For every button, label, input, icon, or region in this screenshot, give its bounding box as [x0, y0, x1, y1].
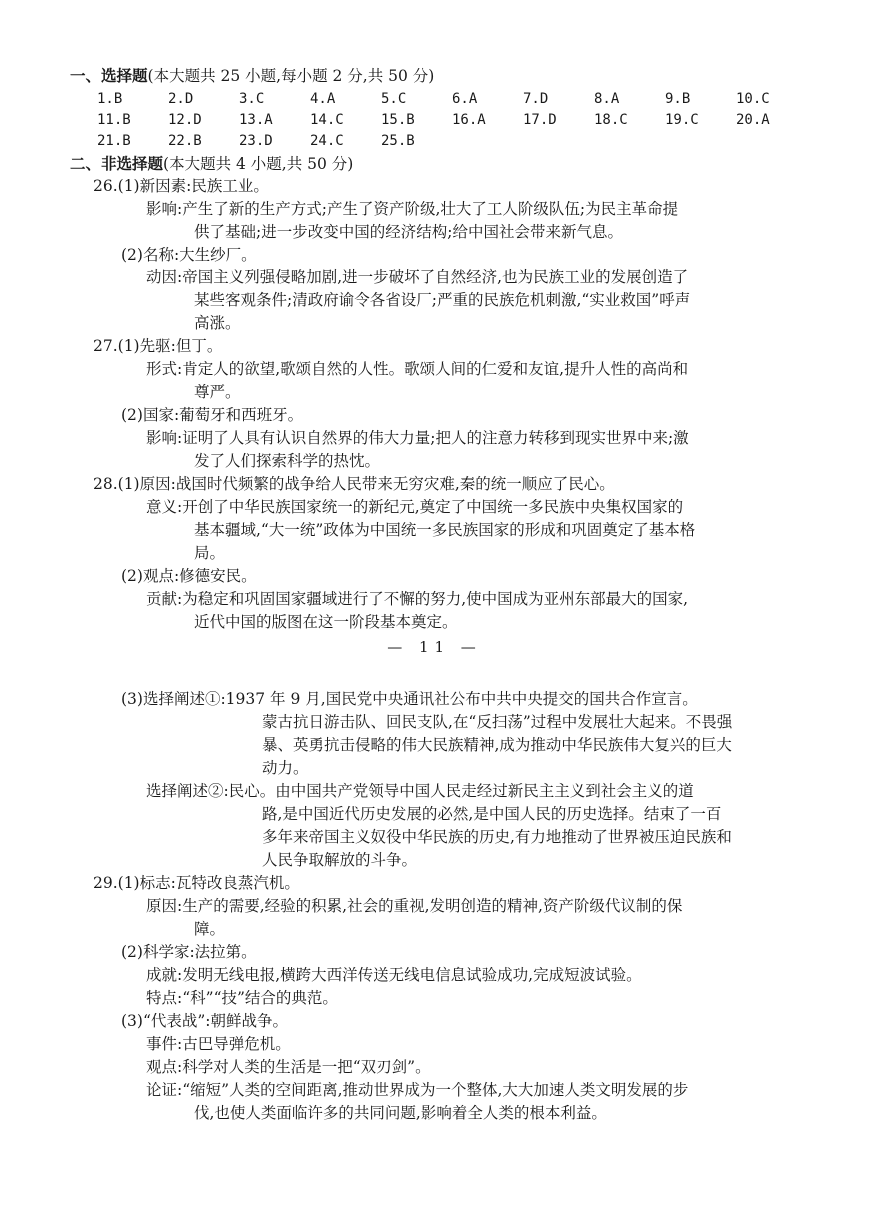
mcq-answer: 18.C — [594, 112, 628, 128]
answer-line: (3)“代表战”:朝鲜战争。 — [121, 1012, 289, 1030]
answer-line: 影响:证明了人具有认识自然界的伟大力量;把人的注意力转移到现实世界中来;激 — [146, 429, 689, 447]
mcq-answer: 1.B — [97, 91, 123, 107]
answer-line: 动力。 — [262, 759, 309, 777]
answer-line: (2)观点:修德安民。 — [121, 567, 257, 585]
answer-line: (2)名称:大生纱厂。 — [121, 246, 257, 264]
answer-line: 伐,也使人类面临许多的共同问题,影响着全人类的根本利益。 — [194, 1104, 607, 1122]
mcq-answer: 24.C — [310, 133, 344, 149]
mcq-answer: 3.C — [239, 91, 265, 107]
mcq-answer: 22.B — [168, 133, 202, 149]
mcq-answer: 5.C — [381, 91, 407, 107]
answer-line: 尊严。 — [194, 383, 241, 401]
answer-line: 观点:科学对人类的生活是一把“双刃剑”。 — [146, 1058, 431, 1076]
section2-title: 二、非选择题 — [70, 154, 164, 173]
answer-line: 27.(1)先驱:但丁。 — [93, 337, 223, 355]
answer-line: 基本疆域,“大一统”政体为中国统一多民族国家的形成和巩固奠定了基本格 — [194, 521, 696, 539]
section2-note: (本大题共 4 小题,共 50 分) — [163, 155, 354, 173]
section1-title: 一、选择题 — [70, 66, 148, 85]
mcq-answer: 19.C — [665, 112, 699, 128]
mcq-answer: 25.B — [381, 133, 415, 149]
mcq-answer-grid — [97, 89, 817, 152]
mcq-answer: 11.B — [97, 112, 131, 128]
answer-line: (3)选择阐述①:1937 年 9 月,国民党中央通讯社公布中共中央提交的国共合作宣言。 — [121, 690, 698, 708]
mcq-answer: 20.A — [736, 112, 770, 128]
answer-line: 供了基础;进一步改变中国的经济结构;给中国社会带来新气息。 — [194, 223, 623, 241]
mcq-answer: 4.A — [310, 91, 336, 107]
mcq-answer: 12.D — [168, 112, 202, 128]
answer-line: (2)科学家:法拉第。 — [121, 943, 257, 961]
answer-line: 贡献:为稳定和巩固国家疆域进行了不懈的努力,使中国成为亚州东部最大的国家, — [146, 590, 689, 608]
answer-line: 动因:帝国主义列强侵略加剧,进一步破坏了自然经济,也为民族工业的发展创造了 — [146, 268, 689, 286]
mcq-answer: 17.D — [523, 112, 557, 128]
answer-line: 某些客观条件;清政府谕令各省设厂;严重的民族危机刺激,“实业救国”呼声 — [194, 291, 691, 309]
section1-note: (本大题共 25 小题,每小题 2 分,共 50 分) — [147, 67, 435, 85]
answer-line: 障。 — [194, 920, 226, 938]
answer-line: 26.(1)新因素:民族工业。 — [93, 177, 269, 195]
answer-line: 高涨。 — [194, 314, 241, 332]
answer-line: (2)国家:葡萄牙和西班牙。 — [121, 406, 304, 424]
mcq-answer: 21.B — [97, 133, 131, 149]
mcq-answer: 14.C — [310, 112, 344, 128]
mcq-answer: 10.C — [736, 91, 770, 107]
answer-line: 论证:“缩短”人类的空间距离,推动世界成为一个整体,大大加速人类文明发展的步 — [146, 1081, 689, 1099]
section2-heading — [70, 152, 353, 174]
answer-line: 29.(1)标志:瓦特改良蒸汽机。 — [93, 874, 300, 892]
mcq-row — [97, 89, 817, 110]
answer-line: 特点:“科”“技”结合的典范。 — [146, 989, 338, 1007]
answer-line: 路,是中国近代历史发展的必然,是中国人民的历史选择。结束了一百 — [262, 805, 722, 823]
answer-line: 28.(1)原因:战国时代频繁的战争给人民带来无穷灾难,秦的统一顺应了民心。 — [93, 475, 615, 493]
answer-line: 影响:产生了新的生产方式;产生了资产阶级,壮大了工人阶级队伍;为民主革命提 — [146, 200, 679, 218]
mcq-answer: 15.B — [381, 112, 415, 128]
mcq-answer: 9.B — [665, 91, 691, 107]
answer-line: 事件:古巴导弹危机。 — [146, 1035, 291, 1053]
mcq-answer: 23.D — [239, 133, 273, 149]
mcq-row — [97, 110, 817, 131]
answer-line: 局。 — [194, 544, 226, 562]
section1-heading — [70, 64, 434, 86]
answer-line: 原因:生产的需要,经验的积累,社会的重视,发明创造的精神,资产阶级代议制的保 — [146, 897, 683, 915]
mcq-answer: 6.A — [452, 91, 478, 107]
answer-line: 意义:开创了中华民族国家统一的新纪元,奠定了中国统一多民族中央集权国家的 — [146, 498, 684, 516]
mcq-answer: 8.A — [594, 91, 620, 107]
answer-line: 近代中国的版图在这一阶段基本奠定。 — [194, 613, 458, 631]
answer-line: 形式:肯定人的欲望,歌颂自然的人性。歌颂人间的仁爱和友谊,提升人性的高尚和 — [146, 360, 689, 378]
mcq-answer: 13.A — [239, 112, 273, 128]
answer-line: 蒙古抗日游击队、回民支队,在“反扫荡”过程中发展壮大起来。不畏强 — [262, 713, 733, 731]
answer-line: 成就:发明无线电报,横跨大西洋传送无线电信息试验成功,完成短波试验。 — [146, 966, 642, 984]
answer-line: 发了人们探索科学的热忱。 — [194, 452, 381, 470]
mcq-answer: 7.D — [523, 91, 549, 107]
mcq-answer: 2.D — [168, 91, 194, 107]
answer-line: 人民争取解放的斗争。 — [262, 851, 418, 869]
answer-line: 暴、英勇抗击侵略的伟大民族精神,成为推动中华民族伟大复兴的巨大 — [262, 736, 732, 754]
page-number: — 11 — — [387, 638, 482, 656]
answer-line: 选择阐述②:民心。由中国共产党领导中国人民走经过新民主主义到社会主义的道 — [146, 782, 694, 800]
mcq-answer: 16.A — [452, 112, 486, 128]
mcq-row — [97, 131, 817, 152]
answer-line: 多年来帝国主义奴役中华民族的历史,有力地推动了世界被压迫民族和 — [262, 828, 732, 846]
